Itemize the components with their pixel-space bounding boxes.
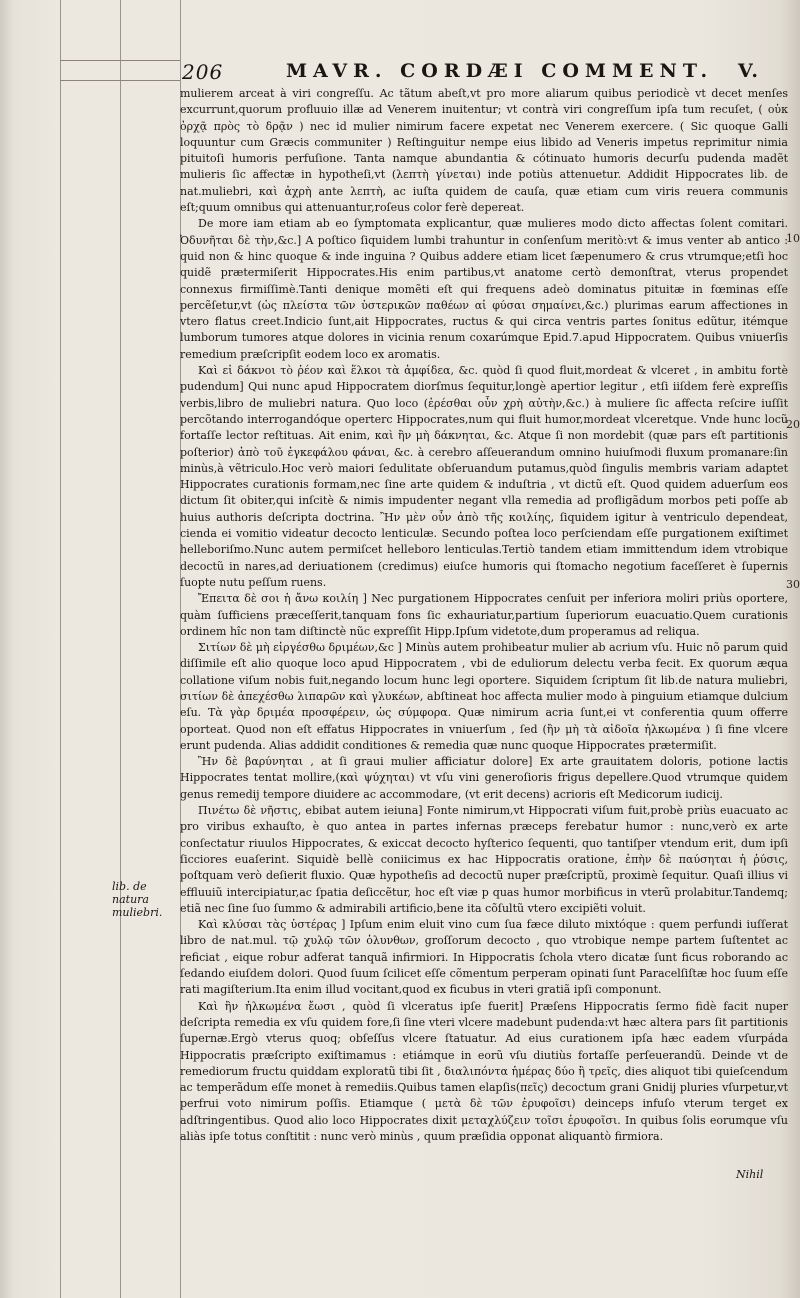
paragraph: Καὶ κλύσαι τὰς ὑστέρας ] Ipſum enim eluit vino cum ſua fæce diluto mixtóque : quem perfundi iuſſerat libro de nat.mul. τῷ χυλῷ τῶν ὀλυνθων, groſſorum decocto , quo vtrobique nempe partem ſuſtentet ac reficiat , eique robur adferat tanquã infirmiori. In Hippocratis ſchola vtero dicatæ ſunt ficus roborando ac ſedando eiuſdem dolori. Quod ſuum ſcilicet eſſe cõmentum perperam opinati ſunt Paracelſiſtæ hoc ſuum eſſe rati magiſterium.Ita enim illud vocitant,quod ex ficubus in vteri gratiã ipſi componunt. bbox=[180, 918, 788, 997]
running-title: MAVR. CORDÆI COMMENT. bbox=[286, 60, 714, 82]
margin-rule bbox=[60, 0, 61, 1298]
paragraph: Καὶ ἢν ἠλκωμένα ἔωσι , quòd ſi vlceratus ipſe fuerit] Præſens Hippocratis ſermo fidè facit nuper deſcripta remedia ex vſu quidem fore,ſi ſine vteri vlcere madebunt pudenda:vt hæc altera pars ſit partitionis ſupernæ.Ergò vterus quoq; obſeſſus vlcere ſtatuatur. Ad eius curationem ipſa hæc eadem vſurpáda Hippocratis præſcripto exiſtimamus : etiámque in eorũ vſu diutiùs fortaſſe perſeuerandũ. Deinde vt de remediorum fructu quiddam exploratũ tibi ſit , διαλιπόντα ἡμέρας δύο ἢ τρεῖς, dies aliquot tibi quieſcendum ac temperãdum eſſe monet à remediis.Quibus tamen elapſis(πεῖς) decoctum grani Gnidij pluries vſurpetur,vt perfrui voto nimirum poſſis. Etiamque ( μετὰ δὲ τῶν ἐρυφοῖσι) deinceps infuſo vterum terget ex adſtringentibus. Quod alio loco Hippocrates dixit μεταχλύζειν τοῖσι ἐρυφοῖσι. In quibus ſolis eorumque vſu aliàs ipſe totus conſtitit : nunc verò minùs , quum præſidia opponat aliquantò firmiora. bbox=[180, 999, 788, 1143]
margin-line-number: 10 bbox=[786, 232, 800, 245]
page-number: 206 bbox=[182, 60, 224, 84]
margin-line-number: 30 bbox=[786, 578, 800, 591]
catchword: Nihil bbox=[736, 1168, 764, 1181]
paragraph: Ἔπειτα δὲ σοι ἡ ἄνω κοιλίη ] Nec purgationem Hippocrates cenſuit per inferiora moliri priùs oportere, quàm ſufficiens præceſſerit,tanquam fons ſic exhauriatur,partium ſuperiorum euacuatio.Quem curationis ordinem hîc non tam diſtinctè nũc expreſſit Hipp.Ipſum videtote,dum properamus ad reliqua. bbox=[180, 592, 788, 638]
paragraph: Σιτίων δὲ μὴ εἰργέσθω δριμέων,&c ] Minùs autem prohibeatur mulier ab acrium vſu. Huic nõ parum quid diſſimile eſt alio quoque loco apud Hippocratem , vbi de eduliorum delectu verba fecit. Ex quorum æqua collatione viſum nobis fuit,negando locum hunc legi oportere. Siquidem ſcriptum ſit lib.de natura muliebri, σιτίων δὲ ἀπεχέσθω λιπαρῶν καὶ γλυκέων, abſtineat hoc affecta mulier modo à pinguium etiamque dulcium eſu. Τὰ γὰρ δριμέα προσφέρειν, ὡς σύμφορα. Quæ nimirum acria ſunt,ei vt conferentia quum offerre oporteat. Quod non eſt effatus Hippocrates in vniuerſum , ſed (ἢν μὴ τὰ αἰδοῖα ἠλκωμένα ) ſi fine vlcere erunt pudenda. Alias addidit conditiones & remedia quæ nunc quoque Hippocrates prætermiſit. bbox=[180, 641, 788, 752]
paragraph: Καὶ εἰ δάκνοι τὸ ῥέον καὶ ἕλκοι τὰ ἀμφίδεα, &c. quòd ſi quod fluit,mordeat & vlceret , in ambitu fortè pudendum] Qui nunc apud Hippocratem diorſmus ſequitur,longè apertior legitur , etſi iiſdem ferè expreſſis verbis,libro de muliebri natura. Quo loco (ἐρέσθαι οὖν χρὴ αὐτὴν,&c.) à muliere ſic affecta reſcire iuſſit percõtando interrogandóque operterc Hippocrates,num qui fluit humor,mordeat vlceretque. Vnde hunc locũ fortaſſe lector reſtituas. Ait enim, καὶ ἢν μὴ δάκνηται, &c. Atque ſi non mordebit (quæ pars eſt partitionis poſterior) ἀπὸ τοῦ ἐγκεφάλου φάναι, &c. à cerebro aſſeuerandum omnino huiuſmodi fluxum promanare:ſin minùs,à vẽtriculo.Hoc verò maiori ſedulitate obſeruandum putamus,quòd ſingulis membris variam adaptet Hippocrates curationis formam,nec ſine arte quidem & induſtria , vt dictũ eſt. Quod quidem aduerſum eos dictum ſit obiter,qui inſcitè & nimis impudenter negant vlla remedia ad profligãdum morbos peti poſſe ab huius authoris deſcripta doctrina. Ἢν μὲν οὖν ἀπὸ τῆς κοιλίης, ſiquidem igitur à ventriculo dependeat, cienda ei vomitio videatur decocto lenticulæ. Secundo poſtea loco perſciendam eſſe purgationem exiſtimet helleboriſmo.Nunc autem permiſcet helleboro lenticulas.Tertiò tandem etiam immittendum idem vtrobique decoctũ in nares,ad deriuationem (credimus) eiuſce humoris qui ſtomacho negotium faceſſeret è ſupernis ſuopte nutu peſſum ruens. bbox=[180, 364, 788, 589]
paragraph: mulierem arceat à viri congreſſu. Ac tãtum abeſt,vt pro more aliarum quibus periodicè vt decet menſes excurrunt,quorum profluuio illæ ad Venerem inuitentur; vt contrà viri congreſſum ipſa tum recuſet, ( οὐκ ὀρχᾷ πρὸς τὸ δρᾷν ) nec id mulier nimirum facere expetat nec Venerem exercere. ( Sic quoque Galli loquuntur cum Græcis communiter ) Reſtinguitur nempe eius libido ad Veneris impetus reprimitur nimia pituitoſi humoris perfuſione. Tanta namque abundantia & cótinuato humoris decurſu pudenda madẽt mulieris ſic affectæ in hypotheſi,vt (λεπτὴ γίνεται) inde potiùs attenuetur. Addidit Hippocrates lib. de nat.muliebri, καὶ ἀχρὴ ante λεπτὴ, ac iuſta quidem de cauſa, quæ etiam cum viris reuera communis eſt;quum omnibus qui attenuantur,roſeus color ferè depereat. bbox=[180, 87, 788, 215]
margin-line-number: 20 bbox=[786, 418, 800, 431]
margin-rule bbox=[120, 0, 121, 1298]
margin-rule bbox=[60, 80, 180, 81]
margin-rule bbox=[60, 60, 180, 61]
paragraph: Πινέτω δὲ νῆστις, ebibat autem ieiuna] Fonte nimirum,vt Hippocrati viſum fuit,probè priùs euacuato ac pro viribus exhauſto, è quo antea in partes infernas præceps ferebatur humor : nunc,verò ex arte conſectatur riuulos Hippocrates, & exiccat decocto hyſterico ſequenti, quo tantiſper vtendum erit, dum ipſi ſicciores euaſerint. Siquidè bellè coniicimus ex hac Hippocratis oratione, ἐπὴν δὲ παύσηται ἡ ῥύσις, poſtquam verò deſierit fluxio. Quæ hypotheſis ad decoctũ nuper præſcriptũ, proximè ſequitur. Quaſi illius vi effluuiũ intercipiatur,ac ſpatia deſiccẽtur, hoc eſt viæ p quas humor morbificus in vterũ prolabitur.Tandemq; etiã nec ſine ſuo ſummo & admirabili artificio,bene ita cõſultũ vtero excipiẽti voluit. bbox=[180, 804, 788, 915]
paragraph: Ἢν δὲ βαρύνηται , at ſi graui mulier afficiatur dolore] Ex arte grauitatem doloris, potione lactis Hippocrates tentat mollire,(καὶ ψύχηται) vt vſu vini generoſioris frigus depellere.Quod vtrumque quidem genus remedij tempore diuidere ac accommodare, (vt erit decens) acrioris eſt Medicorum iudicij. bbox=[180, 755, 788, 801]
paragraph: De more iam etiam ab eo ſymptomata explicantur, quæ mulieres modo dicto affectas ſolent comitari. Ὀδυνῆται δὲ τὴν,&c.] A poſtico ſiquidem lumbi trahuntur in conſenſum meritò:vt & imus venter ab antico : quid non & hinc quoque & inde inguina ? Quibus addere etiam licet ſæpenumero & crus vtrumque;etſi hoc quidẽ prætermiſerit Hippocrates.His enim partibus,vt anatome certò demonſtrat, vterus propendet connexus firmiſſimè.Tanti denique momẽti eſt qui frequens adeò dominatus pituitæ in fœminas eſſe percẽſetur,vt (ὡς πλείστα τῶν ὑστερικῶν παθέων αἱ φύσαι σημαίνει,&c.) plurimas earum affectiones in vtero flatus creet.Indicio ſunt,ait Hippocrates, ructus & qui circa ventris partes ſonitus edũtur, itémque lumborum tumores atque dolores in vicinia renum coxarúmque Epid.7.apud Hippocratem. Quibus vniuerſis remedium præſcripſit eodem loco ex aromatis. bbox=[180, 217, 788, 361]
running-header bbox=[182, 58, 788, 84]
margin-note: lib. de natura muliebri. bbox=[112, 880, 163, 919]
book-number: V. bbox=[738, 60, 761, 82]
body-text bbox=[180, 86, 788, 1145]
